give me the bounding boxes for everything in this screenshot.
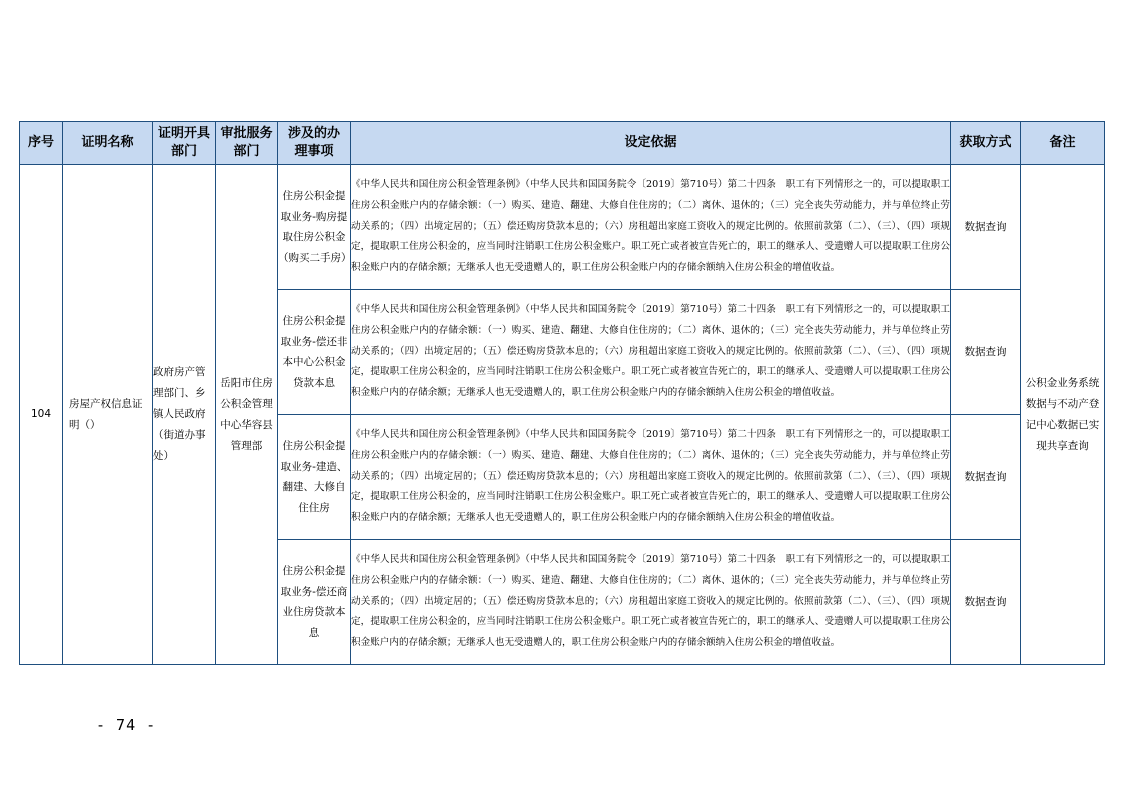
basis-cell: 《中华人民共和国住房公积金管理条例》（中华人民共和国国务院令〔2019〕第710号）第二十四条 职工有下列情形之一的，可以提取职工住房公积金账户内的存储余额：（一）购买、建造、翻建、大修自住住房的；（二）离休、退休的；（三）完全丧失劳动能力，并与单位终止劳动关系的；（四）出境定居的；（五）偿还购房贷款本息的；（六）房租超出家庭工资收入的规定比例的。依照前款第（二）、（三）、（四）项规定，提取职工住房公积金的，应当同时注销职工住房公积金账户。职工死亡或者被宣告死亡的，职工的继承人、受遗赠人可以提取职工住房公积金账户内的存储余额；无继承人也无受遗赠人的，职工住房公积金账户内的存储余额纳入住房公积金的增值收益。	[351, 415, 951, 540]
header-method: 获取方式	[951, 122, 1021, 165]
header-no: 序号	[20, 122, 63, 165]
matter-cell: 住房公积金提取业务-偿还非本中心公积金贷款本息	[278, 290, 351, 415]
header-remark: 备注	[1021, 122, 1105, 165]
basis-cell: 《中华人民共和国住房公积金管理条例》（中华人民共和国国务院令〔2019〕第710号）第二十四条 职工有下列情形之一的，可以提取职工住房公积金账户内的存储余额：（一）购买、建造、翻建、大修自住住房的；（二）离休、退休的；（三）完全丧失劳动能力，并与单位终止劳动关系的；（四）出境定居的；（五）偿还购房贷款本息的；（六）房租超出家庭工资收入的规定比例的。依照前款第（二）、（三）、（四）项规定，提取职工住房公积金的，应当同时注销职工住房公积金账户。职工死亡或者被宣告死亡的，职工的继承人、受遗赠人可以提取职工住房公积金账户内的存储余额；无继承人也无受遗赠人的，职工住房公积金账户内的存储余额纳入住房公积金的增值收益。	[351, 165, 951, 290]
matter-cell: 住房公积金提取业务-购房提取住房公积金（购买二手房）	[278, 165, 351, 290]
header-approver: 审批服务部门	[216, 122, 278, 165]
issuing-department: 政府房产管理部门、乡镇人民政府（街道办事处）	[153, 165, 216, 665]
header-cert-name: 证明名称	[63, 122, 153, 165]
header-matter: 涉及的办理事项	[278, 122, 351, 165]
method-cell: 数据查询	[951, 290, 1021, 415]
header-issuer: 证明开具部门	[153, 122, 216, 165]
approving-department: 岳阳市住房公积金管理中心华容县管理部	[216, 165, 278, 665]
method-cell: 数据查询	[951, 540, 1021, 665]
header-basis: 设定依据	[351, 122, 951, 165]
page-number: - 74 -	[96, 716, 157, 734]
record-number: 104	[20, 165, 63, 665]
remark-cell: 公积金业务系统数据与不动产登记中心数据已实现共享查询	[1021, 165, 1105, 665]
matter-cell: 住房公积金提取业务-建造、翻建、大修自住住房	[278, 415, 351, 540]
basis-cell: 《中华人民共和国住房公积金管理条例》（中华人民共和国国务院令〔2019〕第710号）第二十四条 职工有下列情形之一的，可以提取职工住房公积金账户内的存储余额：（一）购买、建造、翻建、大修自住住房的；（二）离休、退休的；（三）完全丧失劳动能力，并与单位终止劳动关系的；（四）出境定居的；（五）偿还购房贷款本息的；（六）房租超出家庭工资收入的规定比例的。依照前款第（二）、（三）、（四）项规定，提取职工住房公积金的，应当同时注销职工住房公积金账户。职工死亡或者被宣告死亡的，职工的继承人、受遗赠人可以提取职工住房公积金账户内的存储余额；无继承人也无受遗赠人的，职工住房公积金账户内的存储余额纳入住房公积金的增值收益。	[351, 540, 951, 665]
method-cell: 数据查询	[951, 415, 1021, 540]
table-row	[20, 165, 1105, 290]
header-row	[20, 122, 1105, 165]
matter-cell: 住房公积金提取业务-偿还商业住房贷款本息	[278, 540, 351, 665]
certificate-table	[19, 121, 1105, 665]
method-cell: 数据查询	[951, 165, 1021, 290]
basis-cell: 《中华人民共和国住房公积金管理条例》（中华人民共和国国务院令〔2019〕第710号）第二十四条 职工有下列情形之一的，可以提取职工住房公积金账户内的存储余额：（一）购买、建造、翻建、大修自住住房的；（二）离休、退休的；（三）完全丧失劳动能力，并与单位终止劳动关系的；（四）出境定居的；（五）偿还购房贷款本息的；（六）房租超出家庭工资收入的规定比例的。依照前款第（二）、（三）、（四）项规定，提取职工住房公积金的，应当同时注销职工住房公积金账户。职工死亡或者被宣告死亡的，职工的继承人、受遗赠人可以提取职工住房公积金账户内的存储余额；无继承人也无受遗赠人的，职工住房公积金账户内的存储余额纳入住房公积金的增值收益。	[351, 290, 951, 415]
certificate-name: 房屋产权信息证明（）	[63, 165, 153, 665]
